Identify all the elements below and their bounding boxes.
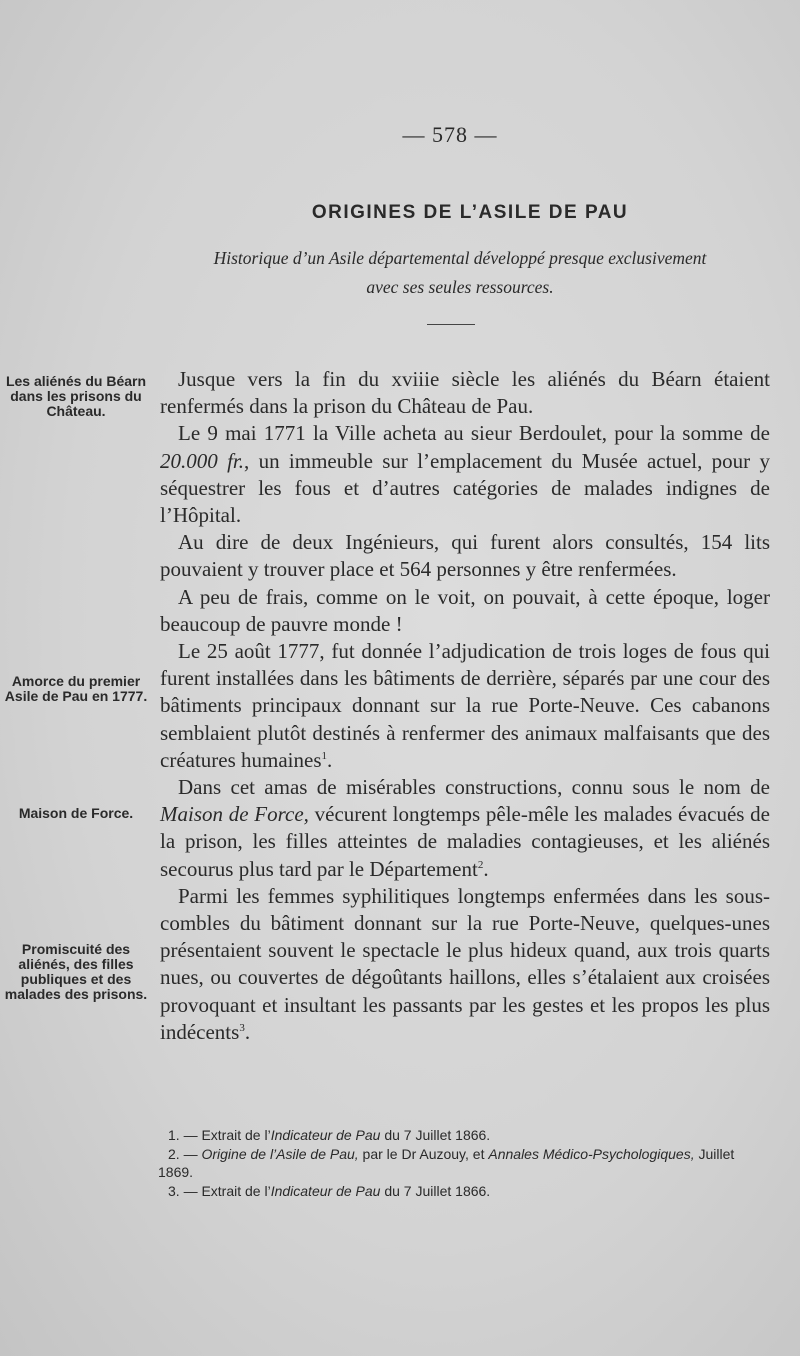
footnote-1-source: Indicateur de Pau: [270, 1127, 381, 1143]
footnote-ref-2: 2: [477, 858, 484, 871]
paragraph-3: Au dire de deux Ingénieurs, qui furent alors consultés, 154 lits pouvaient y trouver place et 564 personnes y être renfermées.: [160, 530, 770, 582]
footnote-2-journal: Annales Médico-Psychologiques,: [488, 1145, 695, 1162]
paragraph-6-maison-de-force: Maison de Force,: [160, 802, 309, 827]
paragraph-2-text-a: Le 9 mai 1771 la Ville acheta au sieur Berdoulet, pour la somme de: [178, 421, 770, 446]
paragraph-1: Jusque vers la fin du xviiie siècle les aliénés du Béarn étaient renfermés dans la prison du Château de Pau.: [160, 367, 770, 419]
footnote-1-text-b: du 7 Juillet 1866.: [380, 1127, 491, 1143]
paragraph-2-text-b: , un immeuble sur l’emplacement du Musée actuel, pour y séquestrer les fous et d’autres catégories de malades indignes de l’Hôpital.: [160, 448, 770, 528]
footnote-3-source: Indicateur de Pau: [270, 1182, 381, 1199]
paragraph-7: Parmi les femmes syphilitiques longtemps enfermées dans les sous-combles du bâtiment donnant sur la rue Porte-Neuve, quelques-unes présentaient souvent le spectacle le plus hideux quand, aux trois quarts nues, ou couvertes de dégoûtants haillons, elles s’étalaient aux croisées provoquant et insultant les passants par les gestes et les propos les plus indécents$^3$.: [160, 883, 770, 1044]
footnote-ref-3: 3: [239, 1021, 245, 1034]
paragraph-5-text: Le 25 août 1777, fut donnée l’adjudication de trois loges de fous qui furent installées dans les bâtiments de derrière, séparés par une cour des bâtiments principaux donnant sur la rue Porte-Neuve. Ces cabanons semblaient plutôt destinés à renfermer des animaux malfaisants que des créatures humaines: [160, 639, 770, 772]
paragraph-6-text-a: Dans cet amas de misérables constructions, connu sous le nom de: [178, 775, 770, 800]
paragraph-4: A peu de frais, comme on le voit, on pouvait, à cette époque, loger beaucoup de pauvre monde !: [160, 584, 770, 636]
footnote-1: [158, 1126, 768, 1145]
paragraph-5: Le 25 août 1777, fut donnée l’adjudication de trois loges de fous qui furent installées dans les bâtiments de derrière, séparés par une cour des bâtiments principaux donnant sur la rue Porte-Neuve. Ces cabanons semblaient plutôt destinés à renfermer des animaux malfaisants que des créatures humaines$^1$.: [160, 639, 770, 772]
section-divider: [427, 324, 475, 325]
margin-note-maison-de-force: Maison de Force.: [18, 805, 134, 821]
margin-note-amorce-asile: Amorce du premier Asile de Pau en 1777.: [4, 673, 148, 704]
footnote-3: [158, 1182, 768, 1201]
footnote-1-text-a: 1. — Extrait de l’: [168, 1127, 271, 1143]
footnote-2-text-b: par le Dr Auzouy, et: [358, 1145, 489, 1162]
body-text: [160, 366, 770, 1046]
margin-note-promiscuite: Promiscuité des aliénés, des filles publiques et des malades des prisons.: [4, 941, 148, 1002]
paragraph-2-amount: 20.000 fr.: [160, 448, 245, 473]
subtitle-line-2: avec ses seules ressources.: [366, 277, 554, 297]
page-title: ORIGINES DE L’ASILE DE PAU: [311, 202, 629, 223]
page-number: — 578 —: [402, 122, 498, 147]
paragraph-2: [160, 420, 770, 529]
paragraph-6-text-b: vécurent longtemps pêle-mêle les malades évacués de la prison, les filles atteintes de maladies contagieuses, et les aliénés secourus plus tard par le Département: [160, 802, 770, 881]
footnote-2-text-a: 2. —: [168, 1145, 202, 1162]
footnote-2: [158, 1145, 768, 1182]
footnote-3-text-b: du 7 Juillet 1866.: [380, 1182, 491, 1199]
footnotes: [158, 1126, 768, 1200]
paragraph-6: Dans cet amas de misérables constructions, connu sous le nom de Maison de Force, vécurent longtemps pêle-mêle les malades évacués de la prison, les filles atteintes de maladies contagieuses, et les aliénés secourus plus tard par le Département$^2$.: [160, 775, 770, 881]
subtitle: [160, 244, 760, 302]
footnote-ref-1: 1: [321, 749, 328, 762]
paragraph-7-text: Parmi les femmes syphilitiques longtemps enfermées dans les sous-combles du bâtiment donnant sur la rue Porte-Neuve, quelques-unes présentaient souvent le spectacle le plus hideux quand, aux trois quarts nues, ou couvertes de dégoûtants haillons, elles s’étalaient aux croisées provoquant et insultant les passants par les gestes et les propos les plus indécents: [160, 883, 770, 1044]
footnote-2-source: Origine de l’Asile de Pau,: [201, 1145, 359, 1162]
footnote-2-text-c: Juillet 1869.: [158, 1145, 735, 1180]
footnote-3-text-a: 3. — Extrait de l’: [168, 1182, 271, 1199]
subtitle-line-1: Historique d’un Asile départemental développé presque exclusivement: [213, 248, 707, 268]
margin-note-alienes-bearn: Les aliénés du Béarn dans les prisons du Château.: [5, 373, 147, 419]
